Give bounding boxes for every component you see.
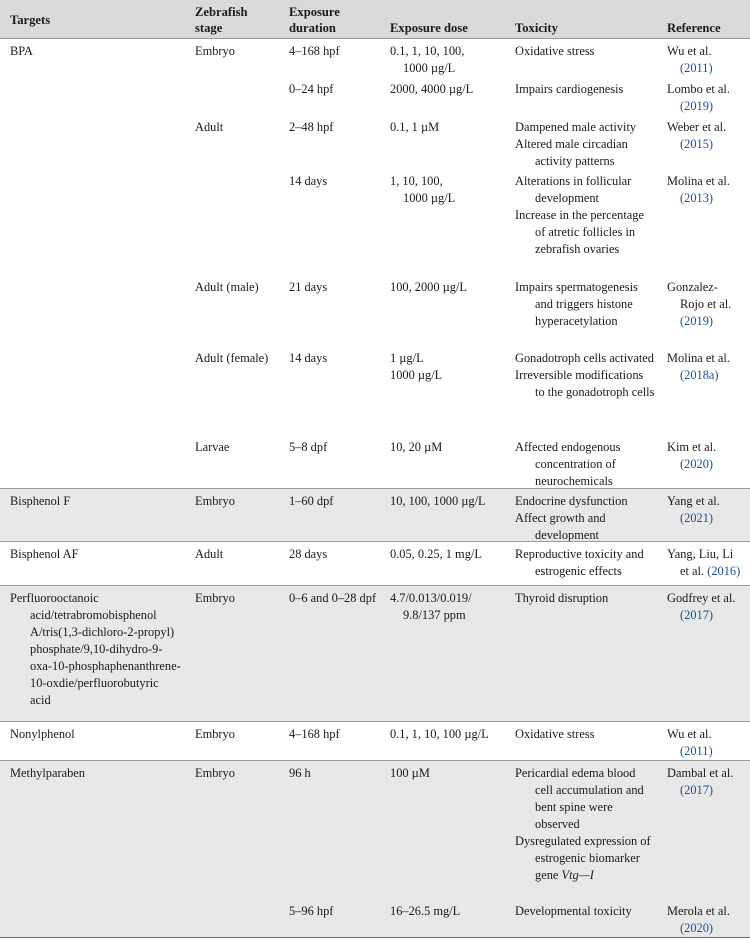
reference-year-link[interactable]: (2016) bbox=[707, 564, 741, 578]
duration-cell: 96 h bbox=[289, 766, 311, 780]
reference-link[interactable] bbox=[667, 350, 730, 384]
duration-cell: 4–168 hpf bbox=[289, 727, 340, 741]
dose-line: 1 µg/L bbox=[390, 351, 424, 365]
reference-year-link[interactable]: (2019) bbox=[680, 99, 714, 113]
stage-cell: Embryo bbox=[195, 591, 235, 605]
toxicity-cell bbox=[515, 493, 655, 544]
dose-cell: 100, 2000 µg/L bbox=[390, 280, 468, 294]
dose-line: 1000 µg/L bbox=[403, 191, 456, 205]
target-methylparaben: Methylparaben bbox=[10, 766, 86, 780]
reference-link[interactable] bbox=[667, 43, 713, 77]
reference-year-link[interactable]: (2017) bbox=[680, 783, 714, 797]
dose-cell: 100 µM bbox=[390, 766, 430, 780]
reference-year-link[interactable]: (2011) bbox=[680, 744, 713, 758]
target-perfluorooctanoic-acid: Perfluorooctanoic acid/tetrabromobisphenol A/tris(1,3-dichloro-2-propyl) phosphate/9,10-dihydro-9-oxa-10-phosphaphenanthrene-10-oxdie/perfluorobutyric acid bbox=[10, 591, 181, 707]
group-bisphenol-af bbox=[0, 541, 750, 585]
duration-cell: 14 days bbox=[289, 174, 328, 188]
toxicity-cell: Oxidative stress bbox=[515, 44, 595, 58]
target-bisphenol-f: Bisphenol F bbox=[10, 494, 71, 508]
duration-cell: 0–24 hpf bbox=[289, 82, 334, 96]
reference-name: Molina et al. bbox=[667, 174, 730, 188]
toxicity-line: Endocrine dysfunction bbox=[515, 494, 628, 508]
reference-name: Yang et al. bbox=[667, 494, 720, 508]
reference-year-link[interactable]: (2021) bbox=[680, 511, 714, 525]
toxicity-cell: Affected endogenous concentration of neurochemicals bbox=[515, 440, 621, 488]
group-perfluorooctanoic-acid bbox=[0, 585, 750, 721]
reference-link[interactable] bbox=[667, 119, 726, 153]
table-bottom-rule bbox=[0, 937, 750, 938]
toxicity-line: Altered male circadian activity patterns bbox=[515, 137, 628, 168]
stage-cell: Embryo bbox=[195, 494, 235, 508]
reference-year-link[interactable]: (2019) bbox=[680, 314, 714, 328]
dose-line: 1, 10, 100, bbox=[390, 174, 443, 188]
reference-second-line bbox=[667, 563, 740, 580]
reference-year-link[interactable]: (2017) bbox=[680, 608, 714, 622]
reference-name: et al. bbox=[680, 564, 705, 578]
stage-cell: Adult bbox=[195, 547, 224, 561]
target-bisphenol-af: Bisphenol AF bbox=[10, 547, 79, 561]
toxicity-line: Increase in the percentage of atretic follicles in zebrafish ovaries bbox=[515, 208, 644, 256]
reference-link[interactable] bbox=[667, 546, 740, 580]
group-methylparaben bbox=[0, 760, 750, 937]
duration-cell: 14 days bbox=[289, 351, 328, 365]
stage-cell: Embryo bbox=[195, 766, 235, 780]
stage-cell: Adult (female) bbox=[195, 351, 269, 365]
reference-link[interactable] bbox=[667, 279, 731, 330]
dose-cell bbox=[390, 173, 455, 207]
dose-cell: 0.05, 0.25, 1 mg/L bbox=[390, 547, 482, 561]
toxicity-cell: Impairs spermatogenesis and triggers histone hyperacetylation bbox=[515, 280, 638, 328]
reference-link[interactable] bbox=[667, 173, 730, 207]
reference-name: Godfrey et al. bbox=[667, 591, 736, 605]
toxicity-line: Dampened male activity bbox=[515, 120, 637, 134]
header-stage: Zebrafish stage bbox=[195, 5, 248, 35]
reference-name: Weber et al. bbox=[667, 120, 727, 134]
toxicity-cell: Oxidative stress bbox=[515, 727, 595, 741]
dose-cell bbox=[390, 350, 442, 384]
stage-cell: Adult bbox=[195, 120, 224, 134]
reference-name: Merola et al. bbox=[667, 904, 730, 918]
header-duration: Exposure duration bbox=[289, 5, 340, 35]
dose-cell: 10, 20 µM bbox=[390, 440, 443, 454]
gene-name: Vtg—I bbox=[561, 868, 594, 882]
duration-cell: 2–48 hpf bbox=[289, 120, 334, 134]
toxicity-cell: Impairs cardiogenesis bbox=[515, 82, 624, 96]
reference-link[interactable] bbox=[667, 590, 735, 624]
reference-name: Wu et al. bbox=[667, 44, 712, 58]
reference-name: Rojo et al. bbox=[680, 297, 732, 311]
reference-year-link[interactable]: (2013) bbox=[680, 191, 714, 205]
dose-line: 1000 µg/L bbox=[403, 61, 456, 75]
group-nonylphenol bbox=[0, 721, 750, 760]
toxicity-line: Pericardial edema blood cell accumulation and bent spine were observed bbox=[515, 766, 644, 831]
duration-cell: 0–6 and 0–28 dpf bbox=[289, 591, 377, 605]
toxicity-line: Affect growth and development bbox=[515, 511, 606, 542]
stage-cell: Larvae bbox=[195, 440, 230, 454]
dose-cell: 2000, 4000 µg/L bbox=[390, 82, 474, 96]
toxicity-cell bbox=[515, 765, 655, 884]
stage-cell: Embryo bbox=[195, 727, 235, 741]
dose-cell: 0.1, 1 µM bbox=[390, 120, 440, 134]
target-nonylphenol: Nonylphenol bbox=[10, 727, 75, 741]
reference-link[interactable] bbox=[667, 493, 720, 527]
header-dose: Exposure dose bbox=[390, 21, 468, 35]
toxicity-line bbox=[515, 833, 655, 884]
dose-line: 1000 µg/L bbox=[390, 368, 443, 382]
toxicity-line: Gonadotroph cells activated bbox=[515, 351, 655, 365]
reference-name: Molina et al. bbox=[667, 351, 730, 365]
duration-cell: 5–8 dpf bbox=[289, 440, 328, 454]
reference-name: Yang, Liu, Li bbox=[667, 547, 734, 561]
target-bpa: BPA bbox=[10, 44, 33, 58]
toxicity-cell bbox=[515, 173, 655, 258]
dose-line: 4.7/0.013/0.019/ bbox=[390, 591, 472, 605]
toxicity-text: Dysregulated expression of estrogenic biomarker gene bbox=[515, 834, 651, 882]
dose-cell bbox=[390, 590, 472, 624]
dose-line: 0.1, 1, 10, 100, bbox=[390, 44, 465, 58]
reference-year-link[interactable]: (2020) bbox=[680, 921, 714, 935]
table-header bbox=[0, 0, 750, 38]
reference-name: Kim et al. bbox=[667, 440, 717, 454]
toxicity-cell: Reproductive toxicity and estrogenic effects bbox=[515, 547, 644, 578]
duration-cell: 21 days bbox=[289, 280, 328, 294]
toxicity-cell: Thyroid disruption bbox=[515, 591, 609, 605]
reference-name: Dambal et al. bbox=[667, 766, 734, 780]
toxicity-cell bbox=[515, 119, 655, 170]
stage-cell: Embryo bbox=[195, 44, 235, 58]
reference-year-link[interactable]: (2015) bbox=[680, 137, 714, 151]
duration-cell: 1–60 dpf bbox=[289, 494, 334, 508]
dose-cell bbox=[390, 43, 464, 77]
duration-cell: 4–168 hpf bbox=[289, 44, 340, 58]
reference-year-link[interactable]: (2018a) bbox=[680, 368, 719, 382]
dose-line: 9.8/137 ppm bbox=[403, 608, 466, 622]
header-targets: Targets bbox=[10, 13, 51, 27]
dose-cell: 0.1, 1, 10, 100 µg/L bbox=[390, 727, 489, 741]
reference-name: Gonzalez- bbox=[667, 280, 718, 294]
reference-link[interactable] bbox=[667, 903, 730, 937]
toxicity-cell bbox=[515, 350, 655, 401]
header-toxicity: Toxicity bbox=[515, 21, 558, 35]
reference-name: Wu et al. bbox=[667, 727, 712, 741]
reference-year-link[interactable]: (2011) bbox=[680, 61, 713, 75]
reference-name: Lombo et al. bbox=[667, 82, 730, 96]
header-reference: Reference bbox=[667, 21, 721, 35]
reference-link[interactable] bbox=[667, 81, 730, 115]
toxicity-line: Alterations in follicular development bbox=[515, 174, 632, 205]
toxicity-line: Irreversible modifications to the gonadotroph cells bbox=[515, 368, 655, 399]
duration-cell: 28 days bbox=[289, 547, 328, 561]
reference-year-link[interactable]: (2020) bbox=[680, 457, 714, 471]
toxicity-cell: Developmental toxicity bbox=[515, 904, 632, 918]
duration-cell: 5–96 hpf bbox=[289, 904, 334, 918]
reference-link[interactable] bbox=[667, 726, 713, 760]
stage-cell: Adult (male) bbox=[195, 280, 259, 294]
reference-link[interactable] bbox=[667, 439, 716, 473]
dose-cell: 16–26.5 mg/L bbox=[390, 904, 461, 918]
group-bisphenol-f bbox=[0, 488, 750, 541]
group-bpa bbox=[0, 38, 750, 488]
dose-cell: 10, 100, 1000 µg/L bbox=[390, 494, 486, 508]
reference-link[interactable] bbox=[667, 765, 733, 799]
